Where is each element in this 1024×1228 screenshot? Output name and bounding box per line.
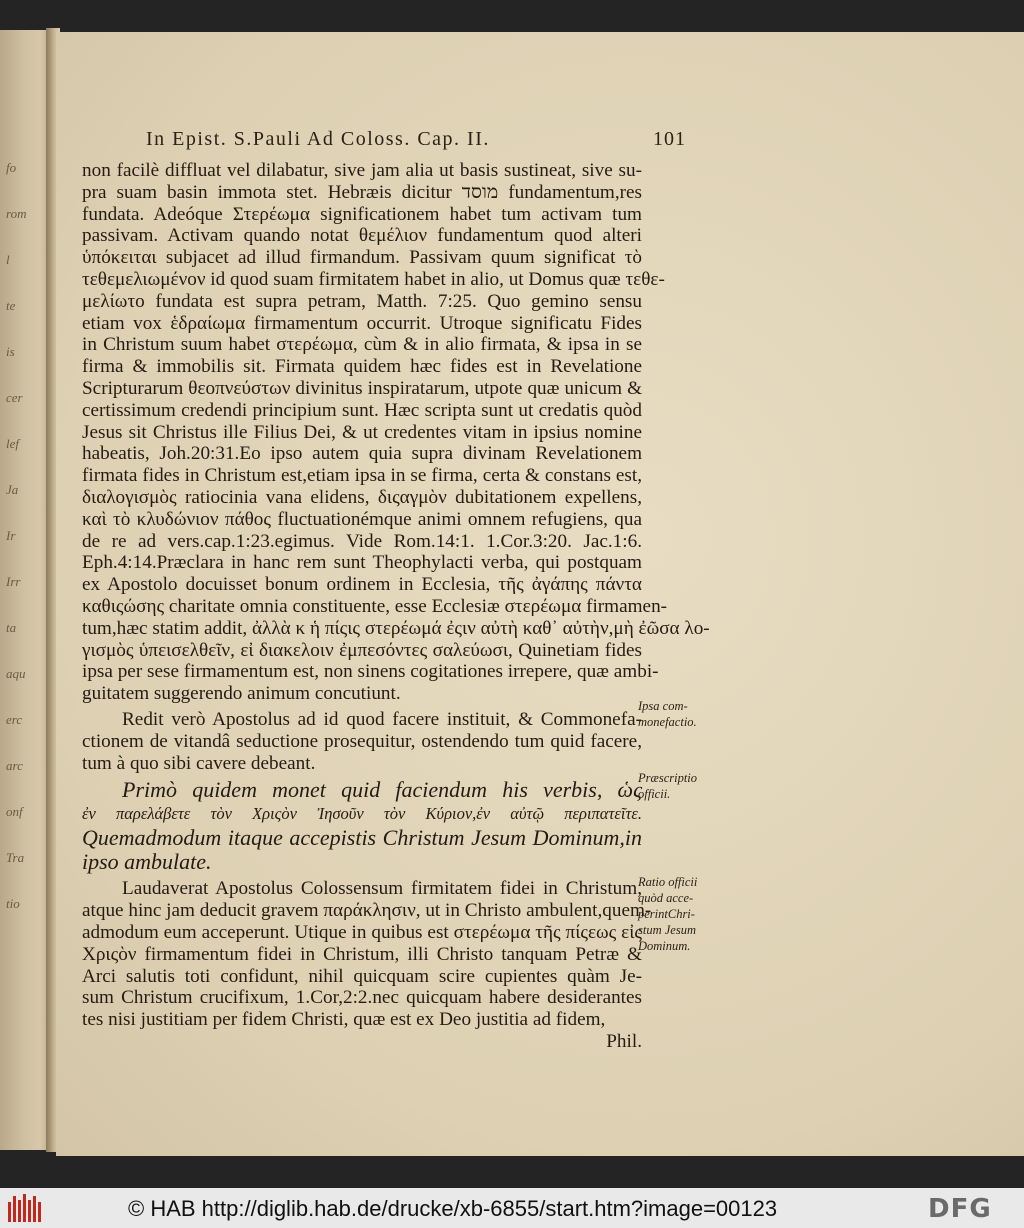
margin-note-praescriptio: Præscriptio officii. [638,771,698,801]
running-title: In Epist. S.Pauli Ad Coloss. Cap. II. [146,128,490,150]
previous-page-fragment: arc [6,758,23,773]
previous-page-fragment: ta [6,620,17,635]
running-head [146,128,686,156]
previous-page-fragment: is [6,344,15,359]
book-page [56,32,1024,1156]
catchword: Phil. [606,1030,642,1052]
text-line: habeatis, Joh.20:31.Eo ipso autem quia supra divinam Revelationem [82,443,642,465]
text-line: καθιςώσης charitate omnia constituente, esse Ecclesiæ στερέωμα firmamen- [82,595,668,617]
text-line: γισμὸς ὑπεισελθεῖν, εἰ διακελοιν ἐμπεσόντες σαλεύωσι, Quinetiam fides [82,639,642,661]
text-line: μελίωτο fundata est supra petram, Matth. 7:25. Quo gemino sensu [82,290,642,312]
text-line: sum Christum crucifixum, 1.Cor,2:2.nec quicquam habere desiderantes [82,987,642,1009]
text-line: Redit verò Apostolus ad id quod facere instituit, & Commonefa- [122,708,642,730]
text-line: καὶ τὸ κλυδώνιον πάθος fluctuationémque animi omnem refugiens, qua [82,508,642,530]
previous-page-fragment: Ja [6,482,19,497]
margin-note-ratio-officii: Ratio officii quòd acce- perintChri- stum Jesum Dominum. [638,875,698,953]
text-line: διαλογισμὸς ratiocinia vana elidens, διςαγμὸν dubitationem expellens, [82,486,642,508]
text-line: guitatem suggerendo animum concutiunt. [82,683,401,705]
text-line: Scripturarum θεοπνεύστων divinitus inspiratarum, utpote quæ unicum & [82,377,642,399]
text-line: Arci salutis toti confidunt, nihil quicquam scire cupientes quàm Je- [82,965,642,987]
paragraph-2 [82,709,642,774]
text-line: firmata fides in Christum est,etiam ipsa in se firma, certa & constans est, [82,465,642,487]
text-line: τεθεμελιωμένον id quod suam firmitatem habet in alio, ut Domus quæ τεθε- [82,268,665,290]
text-line: certissimum credendi principium sunt. Hæc scripta sunt ut credatis quòd [82,399,642,421]
text-line: pra suam basin immota stet. Hebræis dicitur מוסד fundamentum,res [82,181,643,203]
previous-page-fragment: rom [6,206,27,221]
text-line: etiam vox ἑδραίωμα firmamentum occurrit. Utroque significatu Fides [82,312,642,334]
previous-page-fragment: erc [6,712,23,727]
text-line: Primò quidem monet quid faciendum his verbis, ὡς [122,777,642,803]
text-line: in Christum suum habet στερέωμα, cùm & in alio firmata, & ipsa in se [82,334,642,356]
previous-page-fragment: Irr [6,574,21,589]
previous-page-fragment: cer [6,390,23,405]
previous-page-fragment: Tra [6,850,25,865]
previous-page-edge [0,30,50,1150]
text-line: ipsa per sese firmamentum est, non sinens cogitationes irrepere, quæ ambi- [82,661,659,683]
paragraph-3 [82,778,642,874]
text-line: tes nisi justitiam per fidem Christi, quæ est ex Deo justitia ad fidem, [82,1009,606,1031]
page-number: 101 [653,128,686,150]
text-line: Laudaverat Apostolus Colossensum firmitatem fidei in Christum, [122,878,642,900]
text-line: admodum eum acceperunt. Utique in quibus est στερέωμα τῆς πίςεως εἰς [82,921,642,943]
text-line: tum,hæc statim addit, ἀλλὰ κ ἡ πίςις στερέωμά ἐςιν αὐτὴ καθ᾽ αὐτὴν,μὴ ἐῶσα λο- [82,617,710,639]
paragraph-1 [82,160,710,705]
text-line: firma & immobilis sit. Firmata quidem hæc fides est in Revelatione [82,356,642,378]
previous-page-fragment: onf [6,804,23,819]
previous-page-fragment: aqu [6,666,26,681]
dfg-logo: DFG [928,1194,992,1224]
text-line: passivam. Activam quando notat θεμέλιον fundamentum quod alteri [82,225,642,247]
previous-page-fragment: tio [6,896,20,911]
previous-page-fragment: fo [6,160,17,175]
text-line: ὑπόκειται subjacet ad illud firmandum. Passivam quum significat τὸ [82,247,642,269]
paragraph-4 [82,878,652,1031]
copyright-link[interactable]: © HAB http://diglib.hab.de/drucke/xb-6855/start.htm?image=00123 [128,1196,778,1221]
previous-page-fragment: lef [6,436,19,451]
previous-page-fragment: Ir [6,528,16,543]
text-line: de re ad vers.cap.1:23.egimus. Vide Rom.14:1. 1.Cor.3:20. Jac.1:6. [82,530,642,552]
text-line: ἐν παρελάβετε τὸν Χριςὸν Ἰησοῦν τὸν Κύριον,ἐν αὐτῷ περιπατεῖτε. [82,804,642,824]
margin-note-commonefactio: Ipsa com- monefactio. [638,699,697,729]
text-line: Jesus sit Christus ille Filius Dei, & ut credentes vitam in ipsius nomine [82,421,642,443]
text-line: ex Apostolo docuisset bonum ordinem in Ecclesia, τῆς ἀγάπης πάντα [82,574,642,596]
text-line: Eph.4:14.Præclara in hanc rem sunt Theophylacti verba, qui postquam [82,552,642,574]
text-line: non facilè diffluat vel dilabatur, sive jam alia ut basis sustineat, sive su- [82,160,642,181]
text-line: tum à quo sibi cavere debeant. [82,752,316,774]
hab-logo-icon [8,1194,46,1222]
footer-bar [0,1188,1024,1228]
text-line: Χριςὸν firmamentum fidei in Christum, illi Christo tanquam Petræ & [82,943,642,965]
text-line: ipso ambulate. [82,849,212,875]
text-line: atque hinc jam deducit gravem παράκλησιν, ut in Christo ambulent,quem- [82,900,652,922]
text-line: ctionem de vitandâ seductione prosequitur, ostendendo tum quid facere, [82,730,642,752]
previous-page-fragment: te [6,298,16,313]
text-line: fundata. Adeóque Στερέωμα significationem habet tum activam tum [82,203,642,225]
text-line: Quemadmodum itaque accepistis Christum Jesum Dominum,in [82,825,642,851]
previous-page-fragment: l [6,252,10,267]
